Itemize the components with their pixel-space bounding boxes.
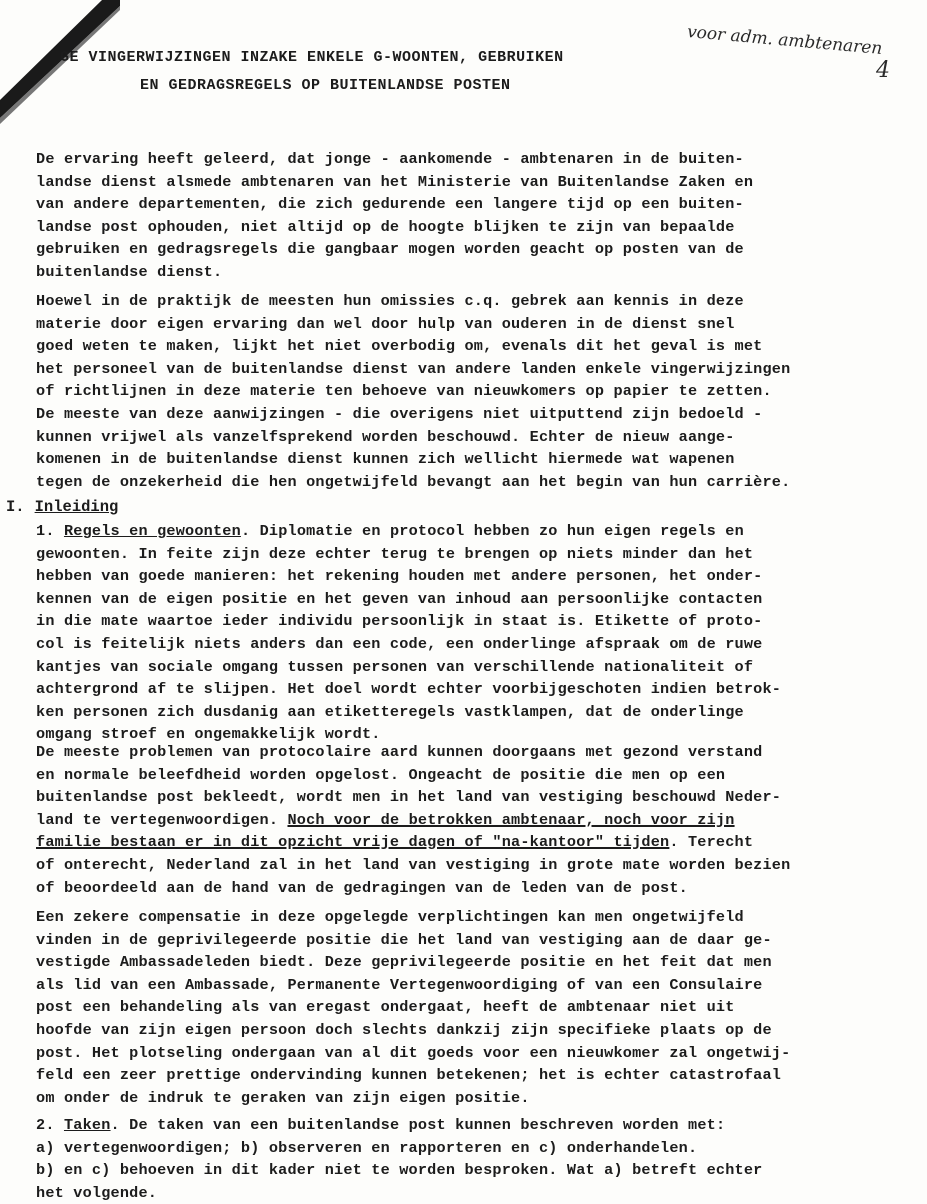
subsection-1-line: gewoonten. In feite zijn deze echter terug te brengen op niets minder dan het	[36, 544, 754, 563]
intro-2-line: of richtlijnen in deze materie ten behoeve van nieuwkomers op papier te zetten.	[36, 382, 772, 401]
paragraph-3	[36, 741, 906, 899]
intro-2-line: het personeel van de buitenlandse dienst van andere landen enkele vingerwijzingen	[36, 359, 791, 378]
handwritten-note: voor adm. ambtenaren	[686, 22, 884, 59]
intro-1-line: landse dienst alsmede ambtenaren van het Ministerie van Buitenlandse Zaken en	[36, 172, 754, 191]
paragraph-3-underlined-a: Noch voor de betrokken ambtenaar, noch voor zijn	[287, 810, 735, 829]
paragraph-3-line: De meeste problemen van protocolaire aard kunnen doorgaans met gezond verstand	[36, 743, 763, 761]
handwritten-annotation	[688, 18, 918, 88]
section-number: I.	[6, 498, 25, 516]
subsection-1-line: kantjes van sociale omgang tussen personen van verschillende nationaliteit of	[36, 657, 754, 676]
paragraph-4-line: om onder de indruk te geraken van zijn eigen positie.	[36, 1088, 530, 1107]
subsection-2-first-line: . De taken van een buitenlandse post kunnen beschreven worden met:	[110, 1116, 726, 1134]
paragraph-3-line-5-end: . Terecht	[669, 833, 754, 852]
subsection-1-paragraph	[36, 520, 906, 746]
paragraph-3-line: of beoordeeld aan de hand van de gedragingen van de leden van de post.	[36, 878, 688, 897]
subsection-1-line: in die mate waartoe ieder individu persoonlijk in staat is. Etikette of proto-	[36, 612, 763, 631]
subsection-1-line: achtergrond af te slijpen. Het doel wordt echter voorbijgeschoten indien betrok-	[36, 680, 782, 699]
subsection-2-line: b) en c) behoeven in dit kader niet te worden besproken. Wat a) betreft echter	[36, 1161, 763, 1180]
title-line-1: GE VINGERWIJZINGEN INZAKE ENKELE G-WOONTEN, GEBRUIKEN	[60, 49, 564, 66]
subsection-1-line: col is feitelijk niets anders dan een code, een onderlinge afspraak om de ruwe	[36, 634, 763, 653]
paragraph-4	[36, 906, 906, 1109]
intro-1-line: De ervaring heeft geleerd, dat jonge - aankomende - ambtenaren in de buiten-	[36, 150, 744, 168]
subsection-1-heading: Regels en gewoonten	[63, 522, 241, 540]
intro-2-line: tegen de onzekerheid die hen ongetwijfeld bevangt aan het begin van hun carrière.	[36, 472, 791, 491]
intro-paragraph-1	[36, 148, 906, 284]
title-line-2: EN GEDRAGSREGELS OP BUITENLANDSE POSTEN	[140, 77, 511, 94]
document-title	[60, 44, 700, 100]
paragraph-4-line: post. Het plotseling ondergaan van al dit goeds voor een nieuwkomer zal ongetwij-	[36, 1043, 791, 1062]
paragraph-3-line: of onterecht, Nederland zal in het land van vestiging in grote mate worden bezien	[36, 855, 791, 874]
intro-1-line: buitenlandse dienst.	[36, 262, 223, 281]
subsection-2-paragraph	[36, 1114, 906, 1204]
paragraph-3-line-4-start: land te vertegenwoordigen.	[36, 810, 288, 829]
intro-2-line: De meeste van deze aanwijzingen - die overigens niet uitputtend zijn bedoeld -	[36, 404, 763, 423]
intro-1-line: van andere departementen, die zich gedurende een langere tijd op een buiten-	[36, 195, 744, 214]
section-title: Inleiding	[34, 498, 119, 516]
subsection-1-line: kennen van de eigen positie en het geven van inhoud aan persoonlijke contacten	[36, 589, 763, 608]
paragraph-4-line: hoofde van zijn eigen persoon doch slechts dankzij zijn specifieke plaats op de	[36, 1020, 772, 1039]
intro-2-line: Hoewel in de praktijk de meesten hun omissies c.q. gebrek aan kennis in deze	[36, 292, 744, 310]
intro-paragraph-2	[36, 290, 906, 493]
intro-1-line: gebruiken en gedragsregels die gangbaar mogen worden geacht op posten van de	[36, 240, 744, 259]
intro-2-line: materie door eigen ervaring dan wel door hulp van ouderen in de dienst snel	[36, 314, 735, 333]
handwritten-number: 4	[876, 58, 890, 83]
subsection-1-number: 1.	[36, 522, 55, 540]
intro-2-line: kunnen vrijwel als vanzelfsprekend worden beschouwd. Echter de nieuw aange-	[36, 427, 735, 446]
subsection-2-heading: Taken	[63, 1116, 111, 1134]
paragraph-4-line: vestigde Ambassadeleden biedt. Deze geprivilegeerde positie en het feit dat men	[36, 953, 772, 972]
paragraph-4-line: feld een zeer prettige ondervinding kunnen betekenen; het is echter catastrofaal	[36, 1066, 782, 1085]
section-heading	[6, 498, 118, 516]
subsection-1-line: omgang stroef en ongemakkelijk wordt.	[36, 725, 381, 744]
subsection-2-line: a) vertegenwoordigen; b) observeren en rapporteren en c) onderhandelen.	[36, 1138, 698, 1157]
paragraph-3-underlined-b: familie bestaan er in dit opzicht vrije dagen of "na-kantoor" tijden	[36, 833, 670, 852]
subsection-2-line: het volgende.	[36, 1183, 158, 1202]
intro-2-line: goed weten te maken, lijkt het niet overbodig om, evenals dit het geval is met	[36, 337, 763, 356]
paragraph-4-line: vinden in de geprivilegeerde positie die het land van vestiging aan de daar ge-	[36, 930, 772, 949]
paragraph-3-line: en normale beleefdheid worden opgelost. Ongeacht de positie die men op een	[36, 765, 726, 784]
subsection-2-number: 2.	[36, 1116, 55, 1134]
subsection-1-first-line: . Diplomatie en protocol hebben zo hun eigen regels en	[240, 522, 744, 540]
paragraph-4-line: als lid van een Ambassade, Permanente Vertegenwoordiging of van een Consulaire	[36, 975, 763, 994]
subsection-1-line: ken personen zich dusdanig aan etiketteregels vastklampen, dat de onderlinge	[36, 702, 744, 721]
intro-1-line: landse post ophouden, niet altijd op de hoogte blijken te zijn van bepaalde	[36, 217, 735, 236]
intro-2-line: komenen in de buitenlandse dienst kunnen zich wellicht hiermede wat wapenen	[36, 450, 735, 469]
paragraph-3-line: buitenlandse post bekleedt, wordt men in het land van vestiging beschouwd Neder-	[36, 788, 782, 807]
paragraph-4-line: post een behandeling als van eregast ondergaat, heeft de ambtenaar niet uit	[36, 998, 735, 1017]
subsection-1-line: hebben van goede manieren: het rekening houden met andere personen, het onder-	[36, 567, 763, 586]
paragraph-4-line: Een zekere compensatie in deze opgelegde verplichtingen kan men ongetwijfeld	[36, 908, 744, 926]
